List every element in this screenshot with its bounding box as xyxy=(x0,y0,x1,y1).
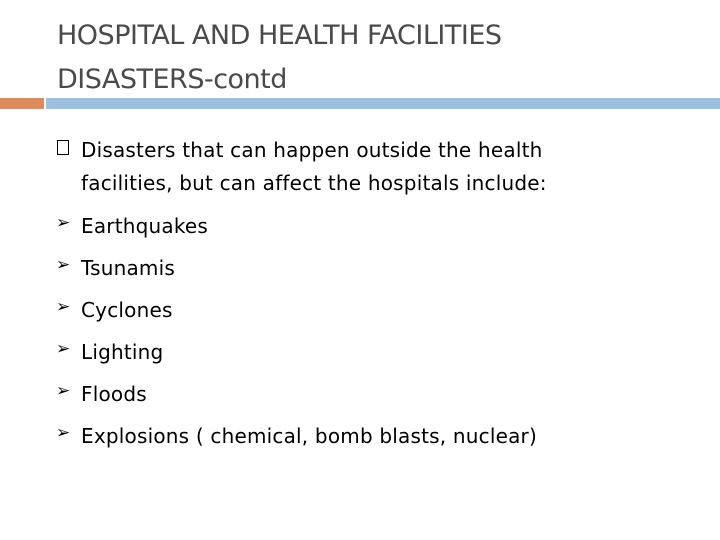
title-underline-bar xyxy=(46,98,720,109)
slide-title-line-1: HOSPITAL AND HEALTH FACILITIES xyxy=(57,20,502,51)
bullet-item-text: Earthquakes xyxy=(81,214,209,238)
slide-title-line-2: DISASTERS-contd xyxy=(57,64,287,95)
bullet-item-text: Cyclones xyxy=(81,298,173,322)
bullet-intro-line-1: Disasters that can happen outside the health xyxy=(81,138,543,162)
bullet-item-text: Tsunamis xyxy=(81,256,175,280)
bullet-intro-text xyxy=(81,134,681,200)
title-underline-accent xyxy=(0,98,44,109)
bullet-intro-line-2: facilities, but can affect the hospitals include: xyxy=(81,171,547,195)
bullet-item-text: Lighting xyxy=(81,340,164,364)
slide-title xyxy=(57,14,697,102)
bullet-item-text: Floods xyxy=(81,382,147,406)
bullet-item-text: Explosions ( chemical, bomb blasts, nuclear) xyxy=(81,424,537,448)
